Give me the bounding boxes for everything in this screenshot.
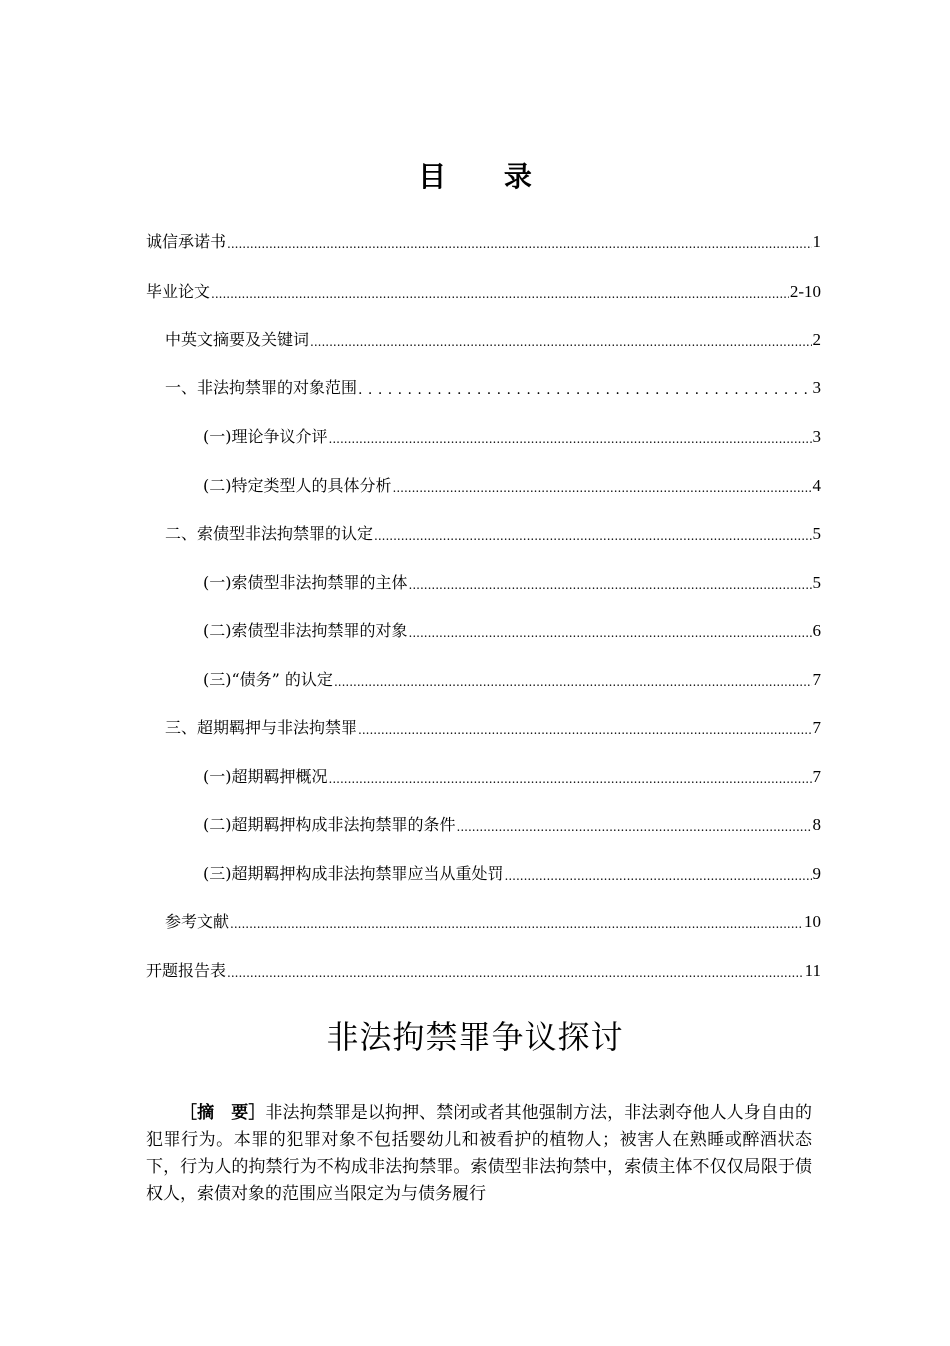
toc-entry[interactable] [203,763,821,787]
toc-entry-label: 开题报告表 [146,961,227,980]
toc-title: 目 录 [418,160,556,193]
toc-entry-page: 5 [812,524,821,543]
toc-entry-page: 3 [812,378,821,397]
toc-entry-page: 6 [812,621,821,640]
toc-entry-page: 1 [812,232,821,251]
toc-entry-page: 7 [812,767,821,786]
toc-entry[interactable] [203,860,821,884]
toc-entry-page: 7 [812,718,821,737]
toc-leader-dots [393,480,812,496]
toc-entry[interactable] [146,228,821,252]
toc-leader-dots [310,334,811,350]
toc-leader-dots [374,528,811,544]
paper-title: 非法拘禁罪争议探讨 [326,1018,624,1056]
toc-leader-dots [358,382,811,398]
toc-entry[interactable] [146,957,821,981]
toc-entry[interactable] [165,326,821,350]
toc-entry-page: 5 [812,573,821,592]
toc-entry-label: 二、索债型非法拘禁罪的认定 [165,524,374,543]
toc-entry-label: (三)“债务” 的认定 [203,670,333,689]
toc-entry-page: 10 [804,912,821,931]
toc-entry-page: 4 [812,476,821,495]
toc-leader-dots [409,625,812,641]
toc-entry-page: 9 [812,864,821,883]
toc-entry-page: 7 [812,670,821,689]
toc-entry-label: (二)超期羁押构成非法拘禁罪的条件 [203,815,456,834]
toc-entry-label: 毕业论文 [146,282,211,301]
abstract-label: ［摘 要］ [180,1103,266,1123]
toc-entry-label: (二)索债型非法拘禁罪的对象 [203,621,408,640]
toc-entry[interactable] [165,714,821,738]
toc-entry-page: 3 [812,427,821,446]
toc-entry-page: 2-10 [789,282,821,301]
toc-entry[interactable] [165,520,821,544]
toc-leader-dots [211,286,789,302]
toc-entry-label: (一)理论争议介评 [203,427,328,446]
toc-entry[interactable] [203,666,821,690]
toc-entry[interactable] [203,811,821,835]
abstract-text: 非法拘禁罪是以拘押、禁闭或者其他强制方法，非法剥夺他人人身自由的犯罪行为。本罪的犯罪对象不包括婴幼儿和被看护的植物人；被害人在熟睡或醉酒状态下，行为人的拘禁行为不构成非法拘禁罪。索债型非法拘禁中，索债主体不仅仅局限于债权人，索债对象的范围应当限定为与债务履行 [146,1103,813,1204]
toc-leader-dots [329,771,812,787]
toc-leader-dots [457,819,812,835]
toc-entry-label: 参考文献 [165,912,230,931]
toc-entry-page: 8 [812,815,821,834]
toc-leader-dots [505,868,812,884]
toc-entry-label: (一)索债型非法拘禁罪的主体 [203,573,408,592]
toc-entry-label: 三、超期羁押与非法拘禁罪 [165,718,358,737]
toc-entry[interactable] [146,278,821,302]
toc-entry-label: (一)超期羁押概况 [203,767,328,786]
toc-entry-label: 中英文摘要及关键词 [165,330,310,349]
toc-leader-dots [329,431,812,447]
toc-leader-dots [230,916,803,932]
toc-entry-label: (二)特定类型人的具体分析 [203,476,392,495]
abstract-paragraph [146,1100,812,1208]
toc-entry-page: 11 [804,961,821,980]
toc-leader-dots [227,236,811,252]
toc-entry[interactable] [203,617,821,641]
toc-entry-label: 诚信承诺书 [146,232,227,251]
toc-leader-dots [227,965,804,981]
toc-leader-dots [409,577,812,593]
toc-leader-dots [334,674,812,690]
toc-entry-page: 2 [812,330,821,349]
toc-entry-label: (三)超期羁押构成非法拘禁罪应当从重处罚 [203,864,504,883]
toc-entry[interactable] [203,472,821,496]
toc-entry-label: 一、非法拘禁罪的对象范围 [165,378,358,397]
toc-entry[interactable] [203,423,821,447]
toc-entry[interactable] [165,908,821,932]
toc-entry[interactable] [203,569,821,593]
toc-entry[interactable] [165,374,821,398]
toc-leader-dots [358,722,811,738]
